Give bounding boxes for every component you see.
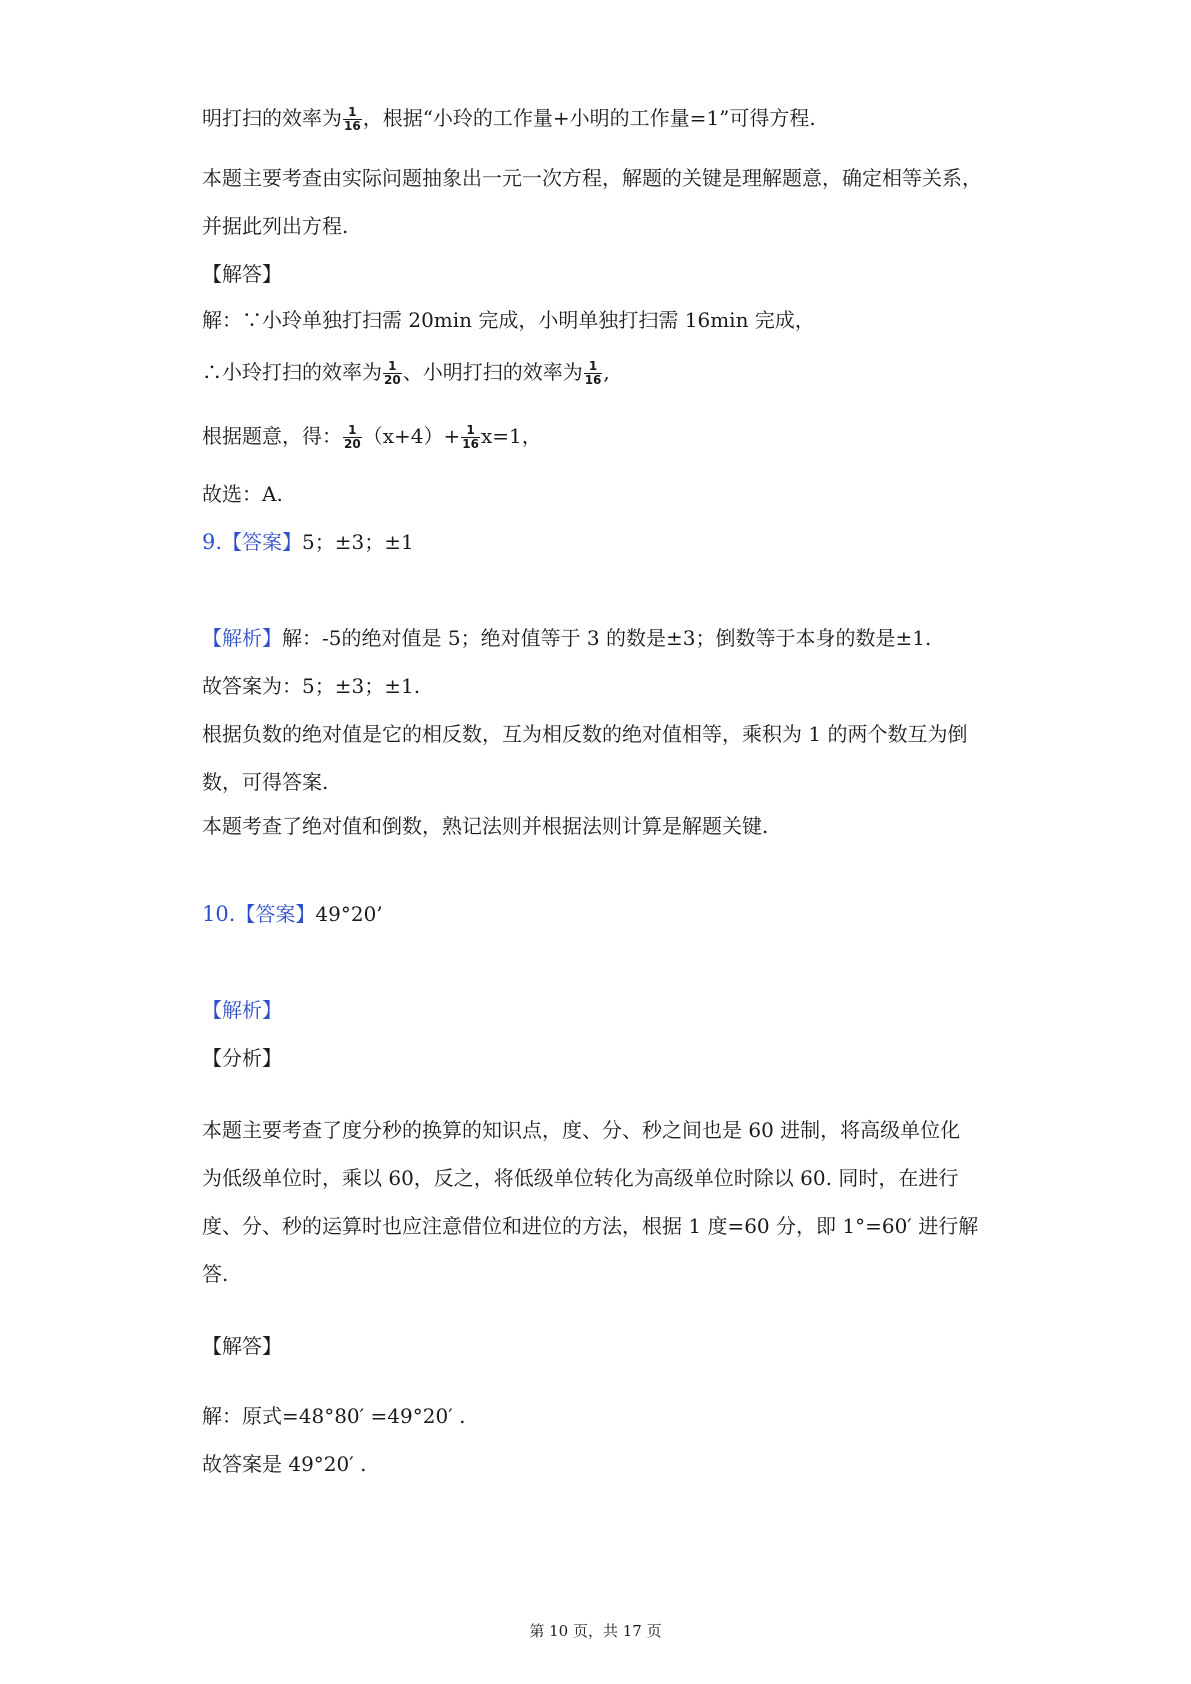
fraction-denominator: 16	[462, 437, 479, 451]
answer-tag: 【答案】	[222, 530, 303, 554]
question-9-analysis	[202, 624, 1001, 652]
text-segment: 、小明打扫的效率为	[402, 360, 583, 384]
fraction	[343, 424, 362, 451]
fraction	[461, 424, 480, 451]
fraction-denominator: 16	[344, 119, 361, 133]
text-line: 解：原式=48°80′ =49°20′ .	[202, 1404, 466, 1428]
text-segment: 明打扫的效率为	[202, 106, 342, 130]
text-line: 解：∵小玲单独打扫需 20min 完成，小明单独打扫需 16min 完成，	[202, 308, 815, 332]
text-line: 答.	[202, 1262, 229, 1286]
text-segment: ,	[603, 360, 610, 384]
question-9-answer	[202, 528, 1001, 556]
fraction-numerator: 1	[388, 359, 397, 373]
text-line: 数，可得答案.	[202, 770, 329, 794]
page-footer: 第 10 页，共 17 页	[529, 1622, 662, 1640]
text-line: 度、分、秒的运算时也应注意借位和进位的方法，根据 1 度=60 分，即 1°=60′ 进行解	[202, 1214, 979, 1238]
fraction-numerator: 1	[588, 359, 598, 373]
analysis-tag: 【解析】	[202, 626, 282, 650]
text-line: 本题主要考查由实际问题抽象出一元一次方程，解题的关键是理解题意，确定相等关系，	[202, 166, 982, 190]
text-line: 根据负数的绝对值是它的相反数，互为相反数的绝对值相等，乘积为 1 的两个数互为倒	[202, 722, 968, 746]
fraction-numerator: 1	[348, 423, 357, 437]
text-line: 本题主要考查了度分秒的换算的知识点，度、分、秒之间也是 60 进制，将高级单位化	[202, 1118, 961, 1142]
fraction-denominator: 16	[584, 373, 602, 387]
fraction-denominator: 20	[344, 437, 361, 451]
text-line: 故选：A.	[202, 482, 283, 506]
section-heading: 【解答】	[202, 1334, 282, 1358]
answer-value: 49°20’	[315, 902, 383, 926]
section-heading: 【解答】	[202, 262, 282, 286]
analysis-tag: 【解析】	[202, 998, 282, 1022]
answer-tag: 【答案】	[235, 902, 316, 926]
analysis-text: 解：-5的绝对值是 5；绝对值等于 3 的数是±3；倒数等于本身的数是±1.	[282, 626, 932, 650]
fraction-numerator: 1	[348, 105, 357, 119]
text-segment: （x+4）+	[362, 424, 461, 448]
answer-value: 5；±3；±1	[302, 530, 414, 554]
question-number: 10.	[202, 902, 236, 926]
text-line	[202, 358, 1001, 387]
fraction	[343, 106, 362, 133]
question-10-answer	[202, 900, 1001, 928]
text-line	[202, 422, 1001, 451]
text-line	[202, 104, 1001, 133]
fraction-numerator: 1	[466, 423, 475, 437]
text-line: 故答案是 49°20′ .	[202, 1452, 367, 1476]
text-segment: x=1，	[480, 424, 542, 448]
text-line: 为低级单位时，乘以 60，反之，将低级单位转化为高级单位时除以 60. 同时，在进行	[202, 1166, 959, 1190]
text-segment: ∴小玲打扫的效率为	[202, 360, 382, 384]
fraction	[383, 360, 402, 387]
fraction-denominator: 20	[384, 373, 401, 387]
text-line: 并据此列出方程.	[202, 214, 349, 238]
fraction	[584, 360, 603, 387]
section-heading: 【分析】	[202, 1046, 282, 1070]
text-line: 本题考查了绝对值和倒数，熟记法则并根据法则计算是解题关键.	[202, 814, 769, 838]
text-line: 故答案为：5；±3；±1.	[202, 674, 421, 698]
text-segment: ，根据“小玲的工作量+小明的工作量=1”可得方程.	[362, 106, 816, 130]
text-segment: 根据题意，得：	[202, 424, 342, 448]
question-number: 9.	[202, 530, 223, 554]
